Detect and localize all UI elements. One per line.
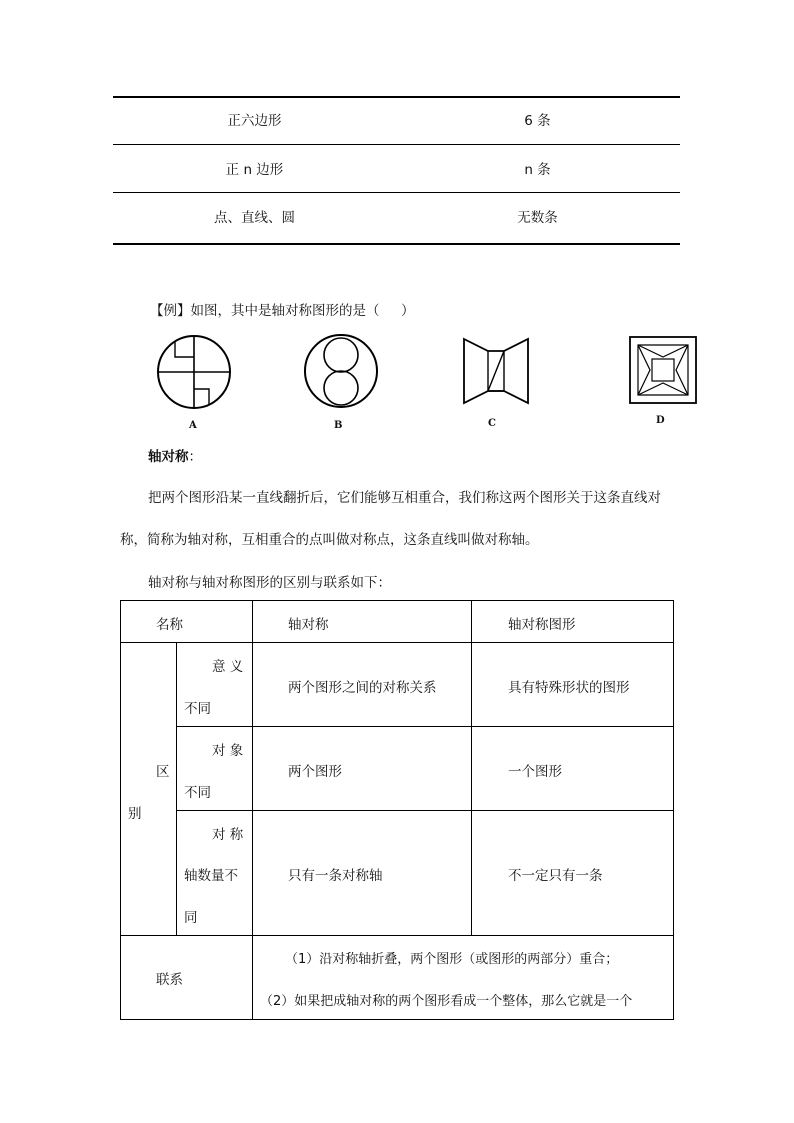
symmetric-figure-cell: 具有特殊形状的图形 — [508, 680, 630, 696]
header-axial-symmetry: 轴对称 — [288, 617, 329, 633]
table-row-divider — [113, 192, 680, 193]
definition-line: 称，简称为轴对称，互相重合的点叫做对称点，这条直线叫做对称轴。 — [120, 532, 539, 548]
table-border — [120, 600, 121, 1020]
link-text: （1）沿对称轴折叠，两个图形（或图形的两部分）重合； — [285, 952, 619, 967]
table-border — [673, 600, 674, 1020]
shape-cell: 正六边形 — [227, 113, 282, 129]
link-text: （2）如果把成轴对称的两个图形看成一个整体，那么它就是一个 — [260, 994, 633, 1009]
header-symmetric-figure: 轴对称图形 — [508, 617, 576, 633]
aspect-label: 对 象 — [212, 743, 244, 759]
table-top-rule — [113, 96, 680, 98]
figure-b-figure-eight-icon — [302, 332, 380, 410]
aspect-label: 对 称 — [212, 827, 244, 843]
table-border — [471, 600, 472, 935]
table-border — [176, 726, 674, 727]
axes-cell: n 条 — [524, 162, 551, 178]
table-border — [120, 935, 674, 936]
intro-line: 轴对称与轴对称图形的区别与联系如下： — [148, 575, 391, 591]
aspect-label: 同 — [184, 910, 198, 926]
table-border — [120, 1019, 674, 1020]
symmetric-figure-cell: 不一定只有一条 — [508, 868, 603, 884]
figure-c-bowtie-icon — [460, 335, 532, 407]
symmetric-figure-cell: 一个图形 — [508, 764, 562, 780]
shape-cell: 点、直线、圆 — [214, 210, 295, 226]
definition-line: 把两个图形沿某一直线翻折后，它们能够互相重合，我们称这两个图形关于这条直线对 — [148, 490, 661, 506]
difference-label: 别 — [128, 806, 142, 822]
link-label: 联系 — [156, 972, 183, 988]
table-bottom-rule — [113, 243, 680, 245]
aspect-label: 不同 — [184, 785, 211, 801]
section-heading — [148, 445, 202, 465]
aspect-label: 不同 — [184, 701, 211, 717]
axes-count-table — [113, 96, 680, 246]
figure-d-pinwheel-icon — [628, 335, 698, 405]
axial-symmetry-cell: 只有一条对称轴 — [288, 868, 383, 884]
table-border — [120, 642, 674, 643]
heading-suffix: ： — [188, 449, 202, 465]
figure-label: B — [334, 420, 343, 431]
figure-label: D — [656, 415, 665, 426]
shape-cell: 正 n 边形 — [225, 162, 284, 178]
difference-label: 区 — [156, 764, 170, 780]
figure-label: C — [488, 418, 496, 429]
table-border — [176, 810, 674, 811]
axes-cell: 无数条 — [517, 210, 558, 226]
table-row-divider — [113, 144, 680, 145]
axes-cell: 6 条 — [524, 113, 551, 129]
table-border — [120, 600, 674, 601]
table-border — [252, 600, 253, 1020]
axial-symmetry-cell: 两个图形之间的对称关系 — [288, 680, 437, 696]
table-border — [176, 642, 177, 935]
heading-text: 轴对称 — [148, 449, 189, 465]
figure-a-circle-cross-icon — [155, 333, 233, 411]
aspect-label: 意 义 — [212, 659, 244, 675]
header-name: 名称 — [156, 617, 183, 633]
aspect-label: 轴数量不 — [184, 868, 238, 884]
figure-label: A — [189, 420, 197, 431]
example-question: 【例】如图，其中是轴对称图形的是（ ） — [150, 303, 415, 319]
axial-symmetry-cell: 两个图形 — [288, 764, 342, 780]
comparison-table — [120, 600, 674, 1020]
